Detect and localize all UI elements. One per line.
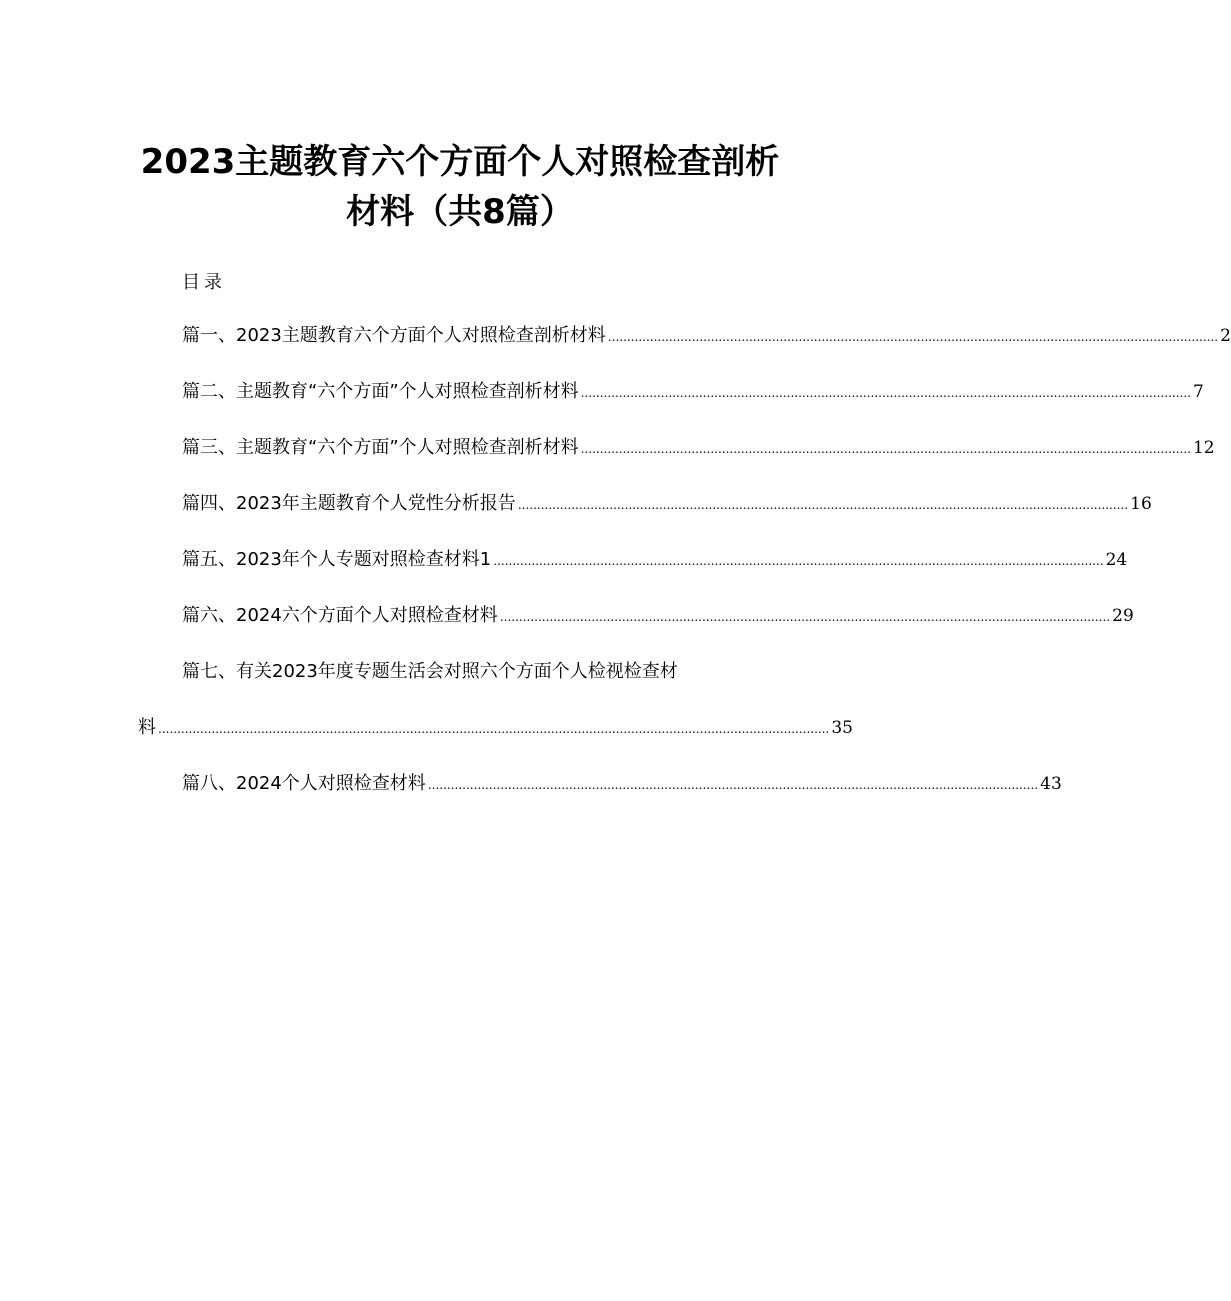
- toc-entry-label: 篇八、2024个人对照检查材料: [182, 773, 426, 794]
- toc-entry-2[interactable]: [182, 378, 1204, 406]
- toc-entry-page: 12: [1192, 438, 1215, 458]
- toc-leader-dots: ................................................................................................................................................................: [580, 442, 1191, 456]
- toc-entry-page: 16: [1130, 494, 1152, 514]
- toc-entry-3[interactable]: [182, 434, 1215, 462]
- toc-leader-dots: ................................................................................................................................................................: [499, 610, 1111, 624]
- toc-entry-page: 29: [1112, 606, 1134, 626]
- toc-entry-7-line-1[interactable]: 篇七、有关2023年度专题生活会对照六个方面个人检视检查材: [182, 661, 678, 682]
- toc-leader-dots: ................................................................................................................................................................................: [158, 722, 830, 736]
- toc-entry-label: 篇六、2024六个方面个人对照检查材料: [182, 605, 498, 626]
- toc-entry-label: 料: [138, 717, 156, 738]
- toc-heading: 目录: [182, 272, 226, 293]
- toc-entry-page: 2: [1220, 326, 1231, 346]
- toc-entry-page: 35: [831, 718, 853, 738]
- toc-entry-page: 43: [1040, 774, 1062, 794]
- toc-entry-6[interactable]: [182, 602, 1134, 630]
- document-title-line-2: 材料（共8篇）: [346, 192, 574, 232]
- toc-entry-5[interactable]: [182, 546, 1128, 574]
- toc-entry-label: 篇一、2023主题教育六个方面个人对照检查剖析材料: [182, 325, 606, 346]
- toc-leader-dots: ................................................................................................................................................................: [427, 778, 1039, 792]
- toc-entry-7[interactable]: [138, 714, 853, 742]
- toc-entry-4[interactable]: [182, 490, 1152, 518]
- toc-leader-dots: ................................................................................................................................................................: [517, 498, 1129, 512]
- toc-leader-dots: ................................................................................................................................................................: [580, 386, 1191, 400]
- document-title-line-1: 2023主题教育六个方面个人对照检查剖析: [140, 142, 780, 182]
- toc-entry-label: 篇三、主题教育“六个方面”个人对照检查剖析材料: [182, 437, 579, 458]
- toc-entry-label: 篇五、2023年个人专题对照检查材料1: [182, 549, 492, 570]
- toc-entry-page: 24: [1105, 550, 1128, 570]
- toc-entry-label: 篇四、2023年主题教育个人党性分析报告: [182, 493, 516, 514]
- toc-entry-8[interactable]: [182, 770, 1062, 798]
- toc-entry-1[interactable]: [182, 322, 1231, 350]
- toc-entry-label: 篇二、主题教育“六个方面”个人对照检查剖析材料: [182, 381, 579, 402]
- toc-leader-dots: ................................................................................................................................................................: [493, 554, 1104, 568]
- toc-leader-dots: ................................................................................................................................................................: [607, 330, 1219, 344]
- toc-entry-page: 7: [1192, 382, 1204, 402]
